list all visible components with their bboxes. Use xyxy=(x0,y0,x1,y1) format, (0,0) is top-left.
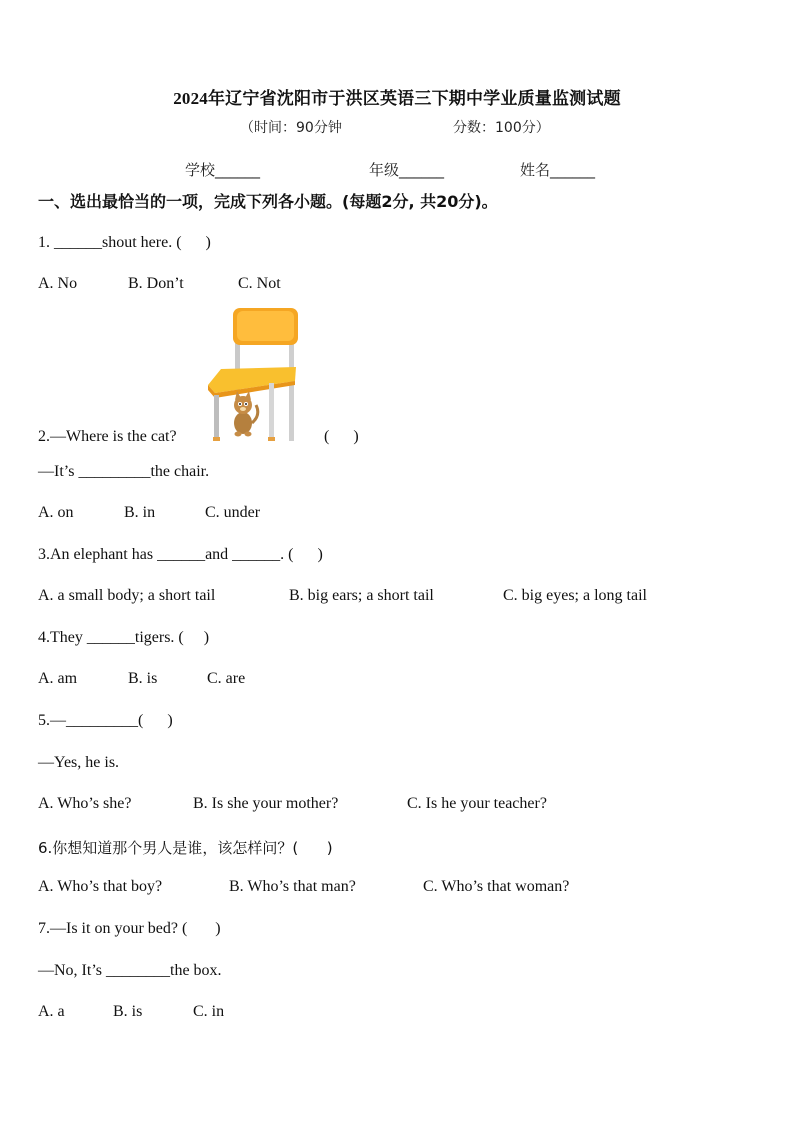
q1-option-b[interactable]: B. Don’t xyxy=(128,275,184,292)
exam-time: （时间：90分钟 xyxy=(240,120,342,136)
q6-option-b[interactable]: B. Who’s that man? xyxy=(229,878,356,895)
q3-option-b[interactable]: B. big ears; a short tail xyxy=(289,587,434,604)
question-7-line-2: —No, It’s ________the box. xyxy=(38,962,222,979)
q6-option-c[interactable]: C. Who’s that woman? xyxy=(423,878,570,895)
q1-option-c[interactable]: C. Not xyxy=(238,275,281,292)
q2-option-a[interactable]: A. on xyxy=(38,504,74,521)
question-1-stem: 1. ______shout here. ( ) xyxy=(38,234,211,251)
q5-option-c[interactable]: C. Is he your teacher? xyxy=(407,795,547,812)
q4-option-a[interactable]: A. am xyxy=(38,670,78,687)
q6-option-a[interactable]: A. Who’s that boy? xyxy=(38,878,163,895)
school-field[interactable]: 学校______ xyxy=(185,161,261,179)
q4-option-b[interactable]: B. is xyxy=(128,670,158,687)
q5-option-b[interactable]: B. Is she your mother? xyxy=(193,795,339,812)
chair-with-cat-image xyxy=(203,305,309,445)
page-title: 2024年辽宁省沈阳市于洪区英语三下期中学业质量监测试题 xyxy=(173,89,621,108)
q2-option-c[interactable]: C. under xyxy=(205,504,261,521)
question-6-stem: 6.你想知道那个男人是谁，该怎样问？( ) xyxy=(38,839,333,857)
q4-option-c[interactable]: C. are xyxy=(207,670,246,687)
q7-option-a[interactable]: A. a xyxy=(38,1003,65,1020)
question-5-line-2: —Yes, he is. xyxy=(38,754,120,771)
q3-option-c[interactable]: C. big eyes; a long tail xyxy=(503,587,647,604)
exam-score: 分数：100分） xyxy=(453,120,550,136)
question-5-stem: 5.—_________( ) xyxy=(38,712,173,729)
question-3-stem: 3.An elephant has ______and ______. ( ) xyxy=(38,546,323,563)
question-7-stem: 7.—Is it on your bed? ( ) xyxy=(38,920,221,937)
q3-option-a[interactable]: A. a small body; a short tail xyxy=(38,587,216,604)
question-4-stem: 4.They ______tigers. ( ) xyxy=(38,629,210,646)
q5-option-a[interactable]: A. Who’s she? xyxy=(38,795,132,812)
q2-option-b[interactable]: B. in xyxy=(124,504,156,521)
name-field[interactable]: 姓名______ xyxy=(520,161,596,179)
q7-option-c[interactable]: C. in xyxy=(193,1003,225,1020)
question-2-line-2: —It’s _________the chair. xyxy=(38,463,210,480)
q1-option-a[interactable]: A. No xyxy=(38,275,78,292)
question-2-stem: 2.—Where is the cat? xyxy=(38,428,177,445)
grade-field[interactable]: 年级______ xyxy=(369,161,445,179)
section-heading: 一、选出最恰当的一项，完成下列各小题。(每题2分, 共20分)。 xyxy=(38,192,498,211)
q7-option-b[interactable]: B. is xyxy=(113,1003,143,1020)
q2-answer-bracket[interactable]: ( ) xyxy=(324,428,359,445)
